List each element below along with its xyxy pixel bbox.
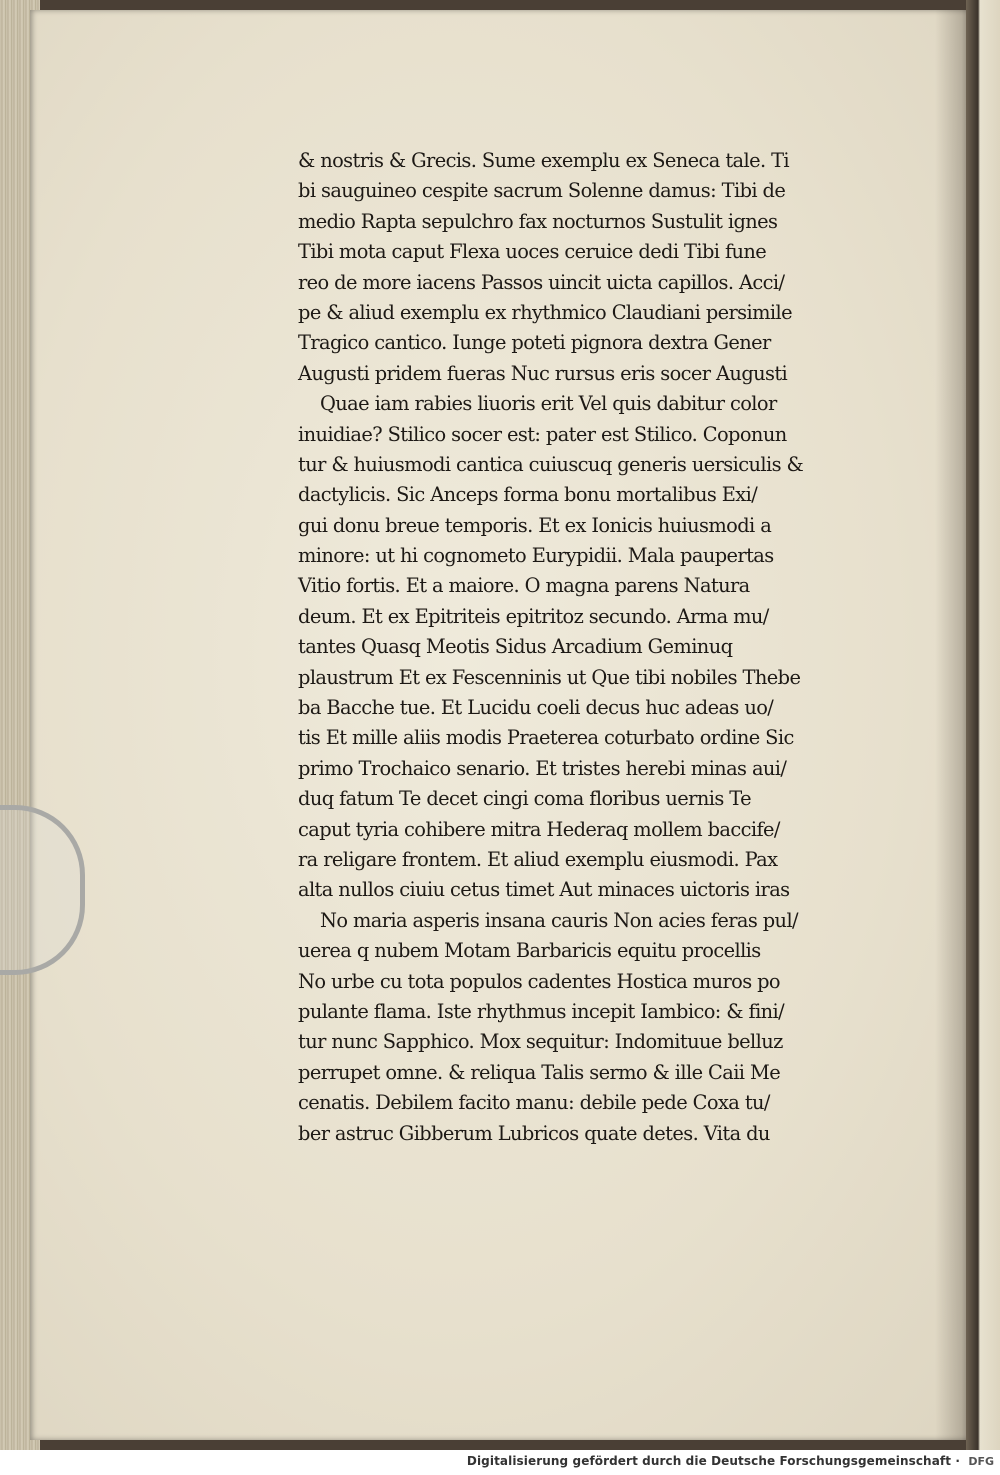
text-line: perrupet omne. & reliqua Talis sermo & ille Caii Me	[298, 1060, 781, 1084]
book-binding	[966, 0, 1000, 1450]
text-line: uerea q nubem Motam Barbaricis equitu procellis	[298, 939, 761, 963]
text-line: Augusti pridem fueras Nuc rursus eris socer Augusti	[298, 361, 788, 385]
text-line: No maria asperis insana cauris Non acies feras pul/	[320, 908, 798, 932]
text-line: tantes Quasq Meotis Sidus Arcadium Geminuq	[298, 635, 733, 659]
footer-credit: Digitalisierung gefördert durch die Deutsche Forschungsgemeinschaft ·	[466, 1454, 960, 1468]
text-line: Quae iam rabies liuoris erit Vel quis dabitur color	[320, 392, 777, 416]
text-line: minore: ut hi cognometo Eurypidii. Mala paupertas	[298, 544, 774, 568]
text-line: duq fatum Te decet cingi coma floribus uernis Te	[298, 787, 751, 811]
text-line: ber astruc Gibberum Lubricos quate detes. Vita du	[298, 1121, 770, 1145]
page-text-block	[298, 146, 898, 1149]
text-line: medio Rapta sepulchro fax nocturnos Sustulit ignes	[298, 209, 778, 233]
text-line: No urbe cu tota populos cadentes Hostica muros po	[298, 969, 781, 993]
text-line: cenatis. Debilem facito manu: debile pede Coxa tu/	[298, 1091, 770, 1115]
text-line: reo de more iacens Passos uincit uicta capillos. Acci/	[298, 270, 785, 294]
text-line: & nostris & Grecis. Sume exemplu ex Seneca tale. Ti	[298, 149, 790, 172]
text-line: gui donu breue temporis. Et ex Ionicis huiusmodi a	[298, 513, 772, 537]
text-line: Tibi mota caput Flexa uoces ceruice dedi Tibi fune	[298, 240, 767, 264]
text-line: tur nunc Sapphico. Mox sequitur: Indomituue belluz	[298, 1030, 783, 1054]
dfg-logo: DFG	[968, 1455, 994, 1468]
text-line: pe & aliud exemplu ex rhythmico Claudiani persimile	[298, 300, 792, 324]
text-line: dactylicis. Sic Anceps forma bonu mortalibus Exi/	[298, 483, 758, 507]
text-line: bi sauguineo cespite sacrum Solenne damus: Tibi de	[298, 179, 786, 203]
text-line: alta nullos ciuiu cetus timet Aut minaces uictoris iras	[298, 878, 790, 902]
text-line: plaustrum Et ex Fescenninis ut Que tibi nobiles Thebe	[298, 665, 801, 689]
text-line: pulante flama. Iste rhythmus incepit Iambico: & fini/	[298, 999, 785, 1023]
text-line: inuidiae? Stilico socer est: pater est Stilico. Coponun	[298, 422, 787, 446]
text-line: ra religare frontem. Et aliud exemplu eiusmodi. Pax	[298, 847, 778, 871]
text-line: ba Bacche tue. Et Lucidu coeli decus huc adeas uo/	[298, 696, 774, 720]
text-line: deum. Et ex Epitriteis epitritoz secundo. Arma mu/	[298, 604, 769, 628]
text-line: Vitio fortis. Et a maiore. O magna parens Natura	[298, 574, 750, 598]
digitization-footer	[0, 1450, 1000, 1475]
text-line: tis Et mille aliis modis Praeterea coturbato ordine Sic	[298, 726, 794, 750]
text-line: Tragico cantico. Iunge poteti pignora dextra Gener	[298, 331, 771, 355]
text-line: primo Trochaico senario. Et tristes herebi minas aui/	[298, 756, 787, 780]
text-line: caput tyria cohibere mitra Hederaq mollem baccife/	[298, 817, 780, 841]
text-line: tur & huiusmodi cantica cuiuscuq generis uersiculis &	[298, 452, 804, 476]
